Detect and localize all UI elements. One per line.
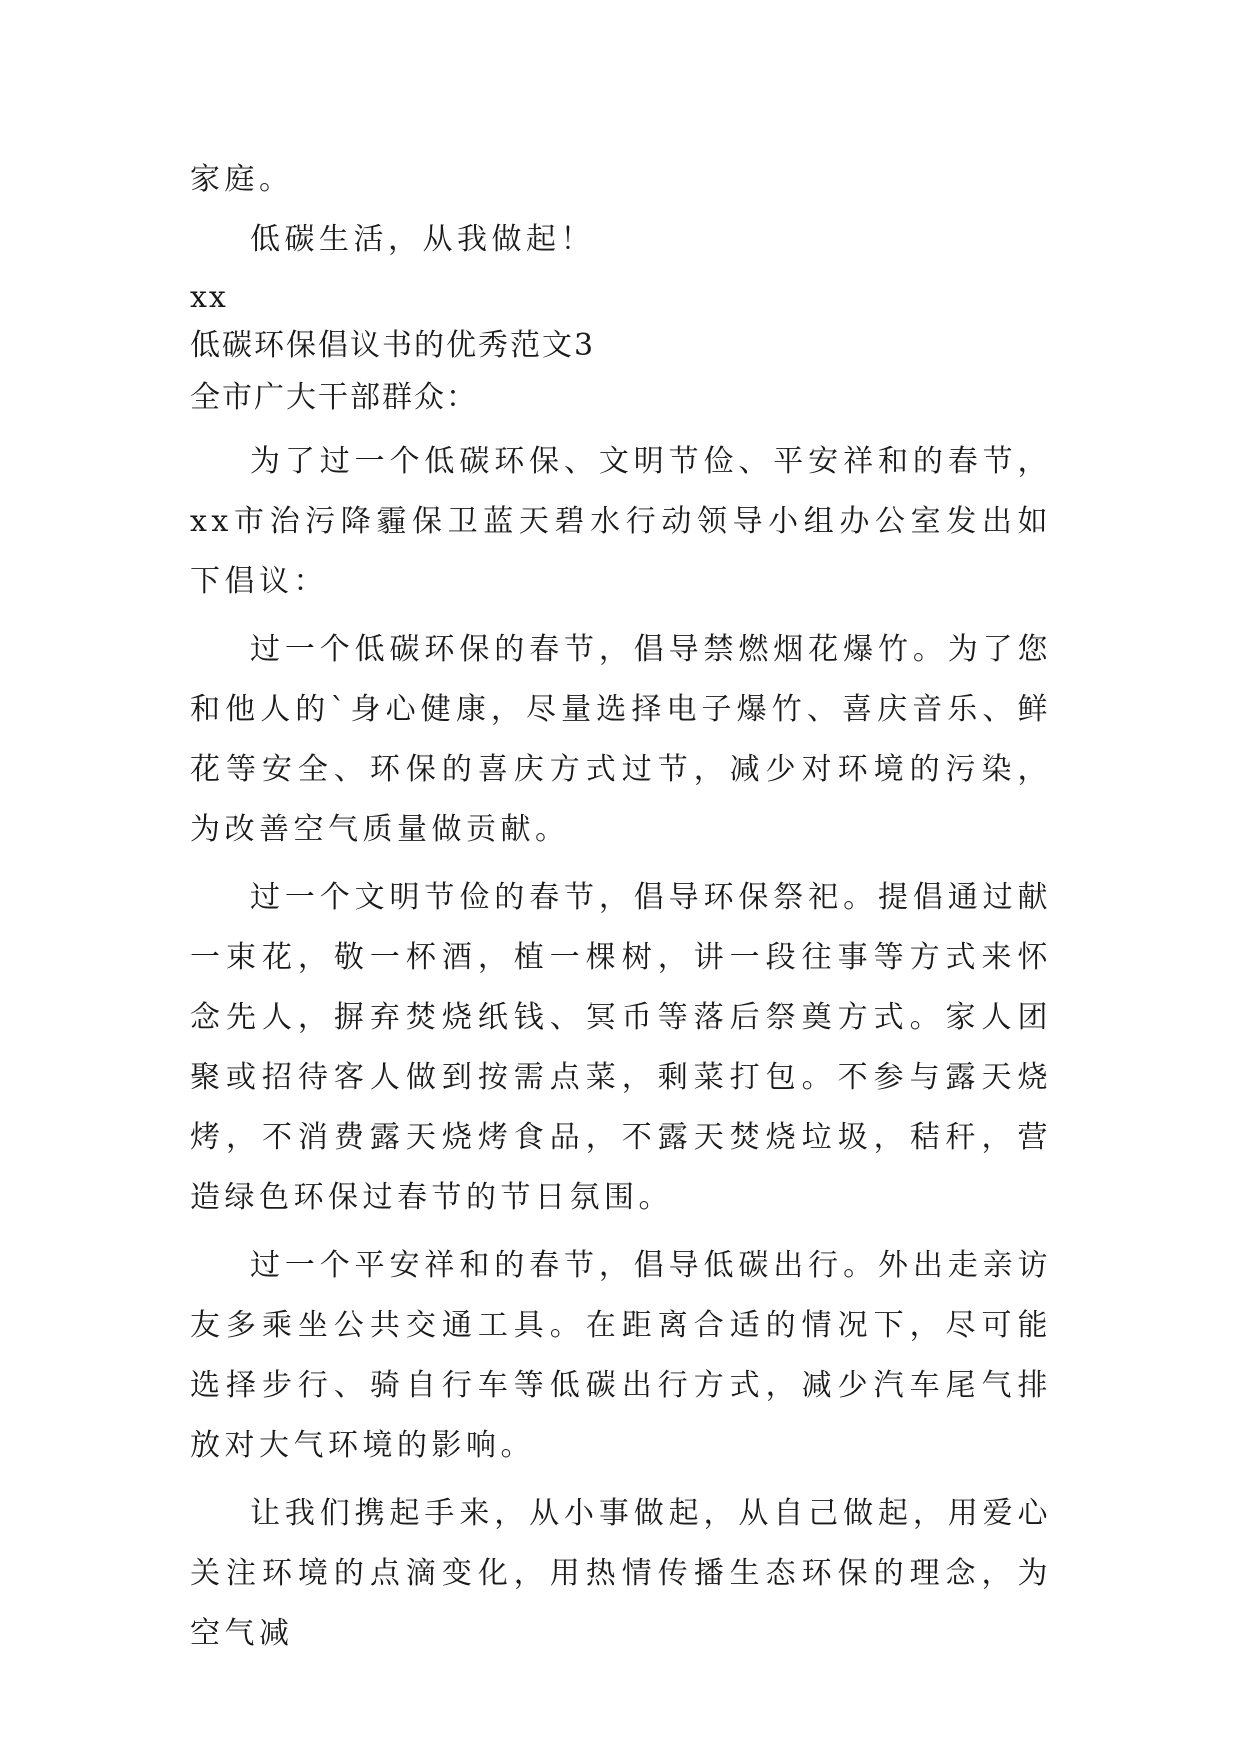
- document-body: [190, 150, 1052, 1664]
- opening-fragment: 家庭。: [190, 162, 294, 197]
- paragraph-safe-travel: 过一个平安祥和的春节，倡导低碳出行。外出走亲访友多乘坐公共交通工具。在距离合适的情况下，尽可能选择步行、骑自行车等低碳出行方式，减少汽车尾气排放对大气环境的影响。: [190, 1248, 1052, 1463]
- slogan-line: 低碳生活，从我做起！: [250, 222, 595, 257]
- signature: xx: [190, 280, 228, 315]
- section-title: 低碳环保倡议书的优秀范文3: [190, 328, 596, 363]
- paragraph-lowcarbon-festival: 过一个低碳环保的春节，倡导禁燃烟花爆竹。为了您和他人的`身心健康，尽量选择电子爆竹、喜庆音乐、鲜花等安全、环保的喜庆方式过节，减少对环境的污染，为改善空气质量做贡献。: [190, 632, 1052, 847]
- paragraph-call-to-action: 让我们携起手来，从小事做起，从自己做起，用爱心关注环境的点滴变化，用热情传播生态环保的理念，为空气减: [190, 1496, 1052, 1651]
- paragraph-intro: 为了过一个低碳环保、文明节俭、平安祥和的春节，xx市治污降霾保卫蓝天碧水行动领导小组办公室发出如下倡议：: [190, 444, 1052, 599]
- salutation: 全市广大干部群众：: [190, 380, 478, 415]
- paragraph-frugal-festival: 过一个文明节俭的春节，倡导环保祭祀。提倡通过献一束花，敬一杯酒，植一棵树，讲一段往事等方式来怀念先人，摒弃焚烧纸钱、冥币等落后祭奠方式。家人团聚或招待客人做到按需点菜，剩菜打包。不参与露天烧烤，不消费露天烧烤食品，不露天焚烧垃圾，秸秆，营造绿色环保过春节的节日氛围。: [190, 880, 1052, 1215]
